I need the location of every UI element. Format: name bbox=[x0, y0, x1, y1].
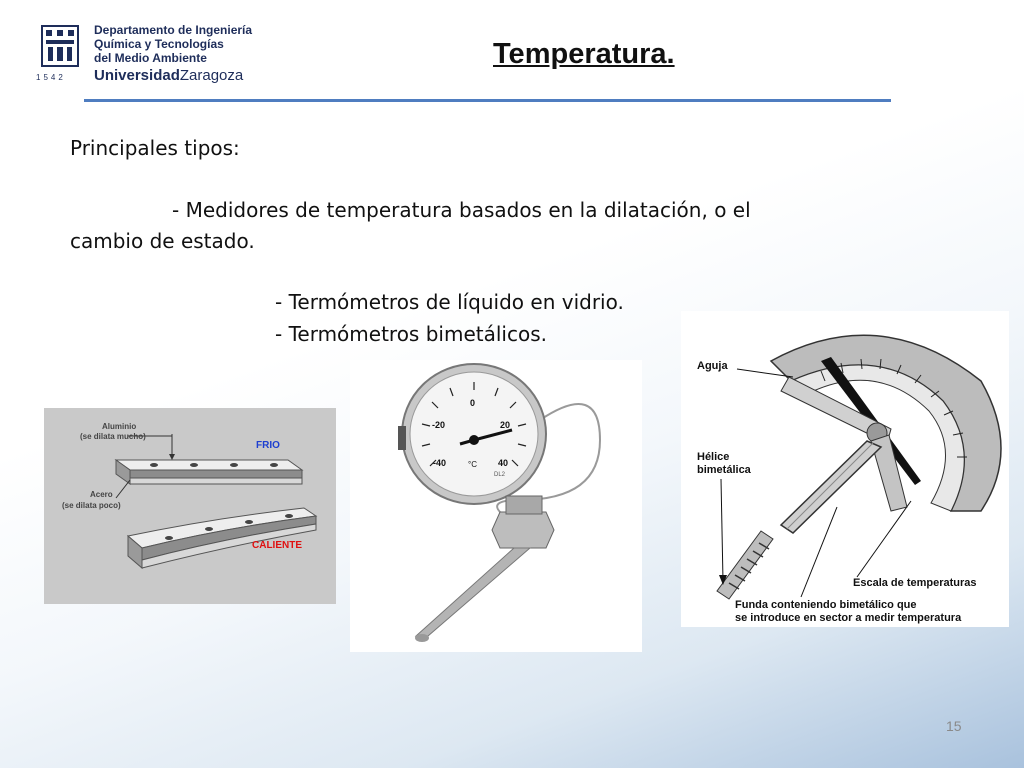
label-acero-note: (se dilata poco) bbox=[62, 501, 121, 510]
bimetallic-cutaway-figure bbox=[681, 311, 1009, 627]
bullet-dilatacion-line1: - Medidores de temperatura basados en la dilatación, o el bbox=[172, 198, 751, 222]
label-aguja: Aguja bbox=[697, 360, 728, 372]
gauge-tick-minus20: -20 bbox=[432, 420, 446, 430]
label-funda-line2: se introduce en sector a medir temperatura bbox=[735, 612, 962, 624]
sub-item-bimetalicos: - Termómetros bimetálicos. bbox=[275, 322, 547, 346]
gauge-tick-20: 20 bbox=[500, 420, 511, 430]
gauge-model: DL2 bbox=[494, 472, 506, 478]
label-escala: Escala de temperaturas bbox=[853, 577, 977, 589]
label-aluminio: Aluminio bbox=[102, 422, 137, 431]
gauge-unit: °C bbox=[468, 460, 477, 469]
university-name: UniversidadZaragoza bbox=[94, 67, 244, 84]
founding-year: 1542 bbox=[36, 73, 66, 82]
dial-thermometer-figure bbox=[350, 360, 642, 652]
department-name: Departamento de Ingeniería Química y Tecnologías del Medio Ambiente bbox=[94, 23, 253, 65]
university-logo bbox=[28, 20, 272, 86]
gauge-tick-minus40: -40 bbox=[433, 458, 447, 468]
label-acero: Acero bbox=[90, 490, 113, 499]
gauge-tick-0: 0 bbox=[470, 398, 476, 408]
label-funda-line1: Funda conteniendo bimetálico que bbox=[735, 599, 917, 611]
bimetal-strip-figure bbox=[44, 408, 336, 604]
intro-text: Principales tipos: bbox=[70, 136, 240, 160]
title-underline-divider bbox=[84, 99, 891, 102]
label-caliente: CALIENTE bbox=[252, 540, 302, 551]
bullet-dilatacion-line2: cambio de estado. bbox=[70, 229, 255, 253]
label-helice-line2: bimetálica bbox=[697, 464, 751, 476]
label-aluminio-note: (se dilata mucho) bbox=[80, 432, 146, 441]
gauge-tick-40: 40 bbox=[498, 458, 509, 468]
page-number: 15 bbox=[946, 718, 962, 734]
label-frio: FRIO bbox=[256, 440, 280, 451]
sub-item-liquido-vidrio: - Termómetros de líquido en vidrio. bbox=[275, 290, 624, 314]
page-title: Temperatura. bbox=[493, 38, 675, 70]
label-helice-line1: Hélice bbox=[697, 451, 730, 463]
